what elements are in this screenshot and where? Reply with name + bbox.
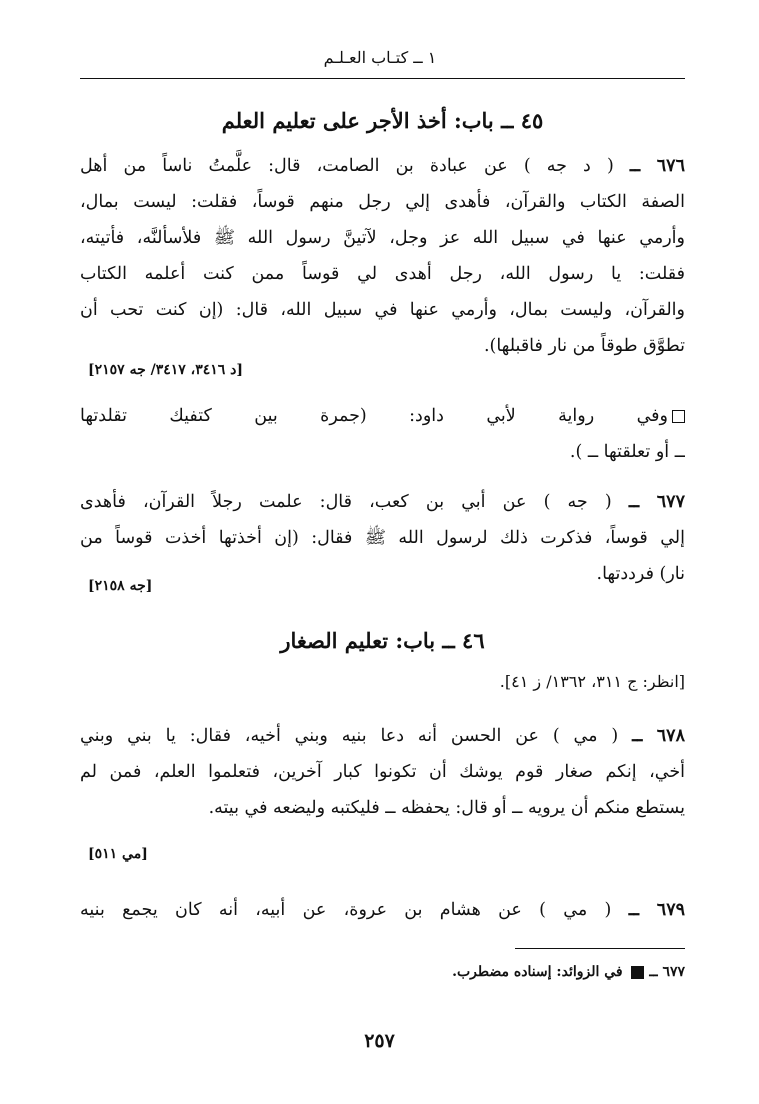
page-number: ٢٥٧ bbox=[364, 1030, 395, 1052]
hadith-679 bbox=[80, 892, 685, 928]
hadith-number: ٦٧٧ ــ bbox=[628, 492, 685, 512]
footnote-rule bbox=[515, 948, 685, 949]
hadith-678 bbox=[80, 718, 685, 826]
footnote bbox=[80, 964, 685, 980]
hadith-reference: [جه ٢١٥٨] bbox=[88, 578, 153, 594]
hadith-676 bbox=[80, 148, 685, 364]
hadith-line: والقرآن، وليست بمال، وأرمي عنها في سبيل الله، قال: (إن كنت تحب أن bbox=[80, 300, 685, 320]
footnote-text: في الزوائد: إسناده مضطرب. bbox=[452, 964, 623, 980]
hadith-676-note bbox=[80, 398, 685, 470]
hadith-line: ٦٧٨ ــ ( مي ) عن الحسن أنه دعا بنيه وبني أخيه، فقال: يا بني وبني bbox=[80, 726, 685, 746]
section-title-45: ٤٥ ــ باب: أخذ الأجر على تعليم العلم bbox=[221, 108, 544, 133]
hadith-line: فقلت: يا رسول الله، رجل أهدى لي قوساً ممن كنت أعلمه الكتاب bbox=[80, 264, 685, 284]
hadith-line: ٦٧٦ ــ ( د جه ) عن عبادة بن الصامت، قال: علَّمتُ ناساً من أهل bbox=[80, 156, 685, 176]
hadith-number: ٦٧٦ ــ bbox=[629, 156, 685, 176]
hadith-677 bbox=[80, 484, 685, 592]
header-rule bbox=[80, 78, 685, 79]
hadith-line: يستطع منكم أن يرويه ــ أو قال: يحفظه ــ فليكتبه وليضعه في بيته. bbox=[208, 798, 685, 818]
hadith-line: ٦٧٧ ــ ( جه ) عن أبي بن كعب، قال: علمت رجلاً القرآن، فأهدى bbox=[80, 492, 685, 512]
hadith-line: الصفة الكتاب والقرآن، فأهدى إلي رجل منهم قوساً، فقلت: ليست بمال، bbox=[80, 192, 685, 212]
hadith-line: أخي، إنكم صغار قوم يوشك أن تكونوا كبار آخرين، فتعلموا العلم، فمن لم bbox=[80, 762, 685, 782]
section-title-46: ٤٦ ــ باب: تعليم الصغار bbox=[280, 628, 485, 653]
filled-square-icon bbox=[631, 966, 644, 979]
hadith-reference: [مي ٥١١] bbox=[88, 846, 148, 862]
hadith-line: وأرمي عنها في سبيل الله عز وجل، لآتينَّ رسول الله ﷺ فلأسألنَّه، فأتيته، bbox=[80, 228, 685, 248]
hadith-line: إلي قوساً، فذكرت ذلك لرسول الله ﷺ فقال: (إن أخذتها أخذت قوساً من bbox=[80, 528, 685, 548]
hadith-line: نار) فرددتها. bbox=[596, 564, 685, 584]
hadith-line: ٦٧٩ ــ ( مي ) عن هشام بن عروة، عن أبيه، أنه كان يجمع بنيه bbox=[80, 900, 685, 920]
hadith-number: ٦٧٩ ــ bbox=[628, 900, 685, 920]
hadith-line: تطوَّق طوقاً من نار فاقبلها). bbox=[483, 336, 685, 356]
running-head: ١ ــ كتـاب العـلـم bbox=[323, 48, 437, 67]
note-line: ــ أو تعلقتها ــ ). bbox=[569, 442, 685, 462]
footnote-number: ٦٧٧ ــ bbox=[649, 964, 685, 980]
hadith-reference: [د ٣٤١٦، ٣٤١٧/ جه ٢١٥٧] bbox=[88, 362, 244, 378]
section-cross-reference: [انظر: ج ٣١١، ١٣٦٢/ ز ٤١]. bbox=[499, 672, 685, 691]
hadith-number: ٦٧٨ ــ bbox=[632, 726, 685, 746]
note-line: وفي رواية لأبي داود: (جمرة بين كتفيك تقلدتها bbox=[80, 398, 685, 434]
square-bullet-icon bbox=[672, 410, 685, 423]
